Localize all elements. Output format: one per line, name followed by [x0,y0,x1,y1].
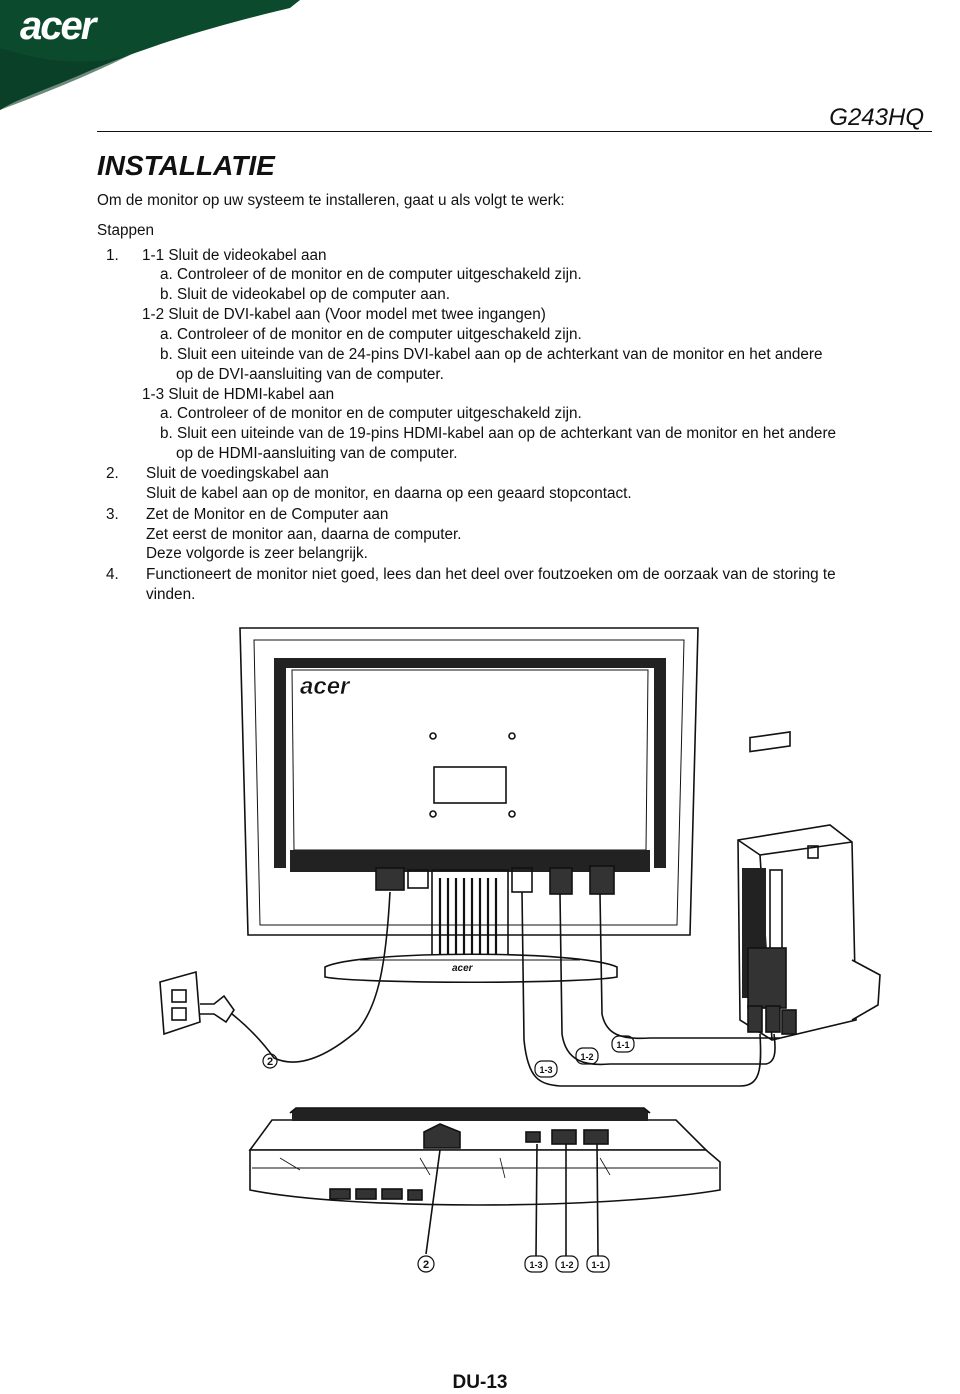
step-2-text: Sluit de kabel aan op de monitor, en daarna op een geaard stopcontact. [146,485,632,502]
step-1-2-b: b. Sluit een uiteinde van de 24-pins DVI-kabel aan op de achterkant van de monitor en het andere [160,346,823,363]
step-1-3-a: a. Controleer of de monitor en de computer uitgeschakeld zijn. [160,405,582,422]
step-4-text-2: vinden. [146,586,196,603]
step-1-3-b: b. Sluit een uiteinde van de 19-pins HDMI-kabel aan op de achterkant van de monitor en het andere [160,425,837,442]
stand-logo: acer [452,963,473,974]
callout-1-2: 1-2 [560,1260,574,1270]
step-1-2-a: a. Controleer of de monitor en de computer uitgeschakeld zijn. [160,326,582,343]
header-rule [97,131,932,132]
step-1-1-title: 1-1 Sluit de videokabel aan [142,247,327,264]
step-number: 3. [106,506,119,523]
step-3-title: Zet de Monitor en de Computer aan [146,506,389,523]
step-1-3-b-cont: op de HDMI-aansluiting van de computer. [176,445,458,462]
callout-2: 2 [266,1056,274,1068]
callout-2: 2 [422,1259,430,1271]
step-1-1-b: b. Sluit de videokabel op de computer aan. [160,286,450,303]
step-4-text-1: Functioneert de monitor niet goed, lees dan het deel over foutzoeken om de oorzaak van de storing te [146,566,836,583]
step-1-2-title: 1-2 Sluit de DVI-kabel aan (Voor model met twee ingangen) [142,306,546,323]
model-name: G243HQ [829,104,924,131]
callout-1-3: 1-3 [529,1260,543,1270]
computer-tower-illustration [738,732,880,1040]
page-number: DU-13 [452,1372,508,1393]
page-title: INSTALLATIE [97,150,275,181]
brand-logo: acer [20,4,95,48]
connection-diagram [0,610,960,1290]
wall-outlet-illustration [160,972,234,1034]
step-number: 1. [106,247,119,264]
step-1-2-b-cont: op de DVI-aansluiting van de computer. [176,366,444,383]
step-number: 4. [106,566,119,583]
intro-text: Om de monitor op uw systeem te installeren, gaat u als volgt te werk: [97,192,565,209]
steps-label: Stappen [97,222,154,239]
step-3-text-1: Zet eerst de monitor aan, daarna de computer. [146,526,462,543]
monitor-bottom-view-illustration [250,1108,720,1205]
callout-1-3: 1-3 [539,1065,553,1075]
step-1-3-title: 1-3 Sluit de HDMI-kabel aan [142,386,335,403]
callout-1-1: 1-1 [591,1260,605,1270]
callout-1-2: 1-2 [580,1052,594,1062]
callout-1-1: 1-1 [616,1040,630,1050]
step-1-1-a: a. Controleer of de monitor en de computer uitgeschakeld zijn. [160,266,582,283]
step-number: 2. [106,465,119,482]
step-2-title: Sluit de voedingskabel aan [146,465,329,482]
step-3-text-2: Deze volgorde is zeer belangrijk. [146,545,368,562]
monitor-logo: acer [300,673,350,700]
